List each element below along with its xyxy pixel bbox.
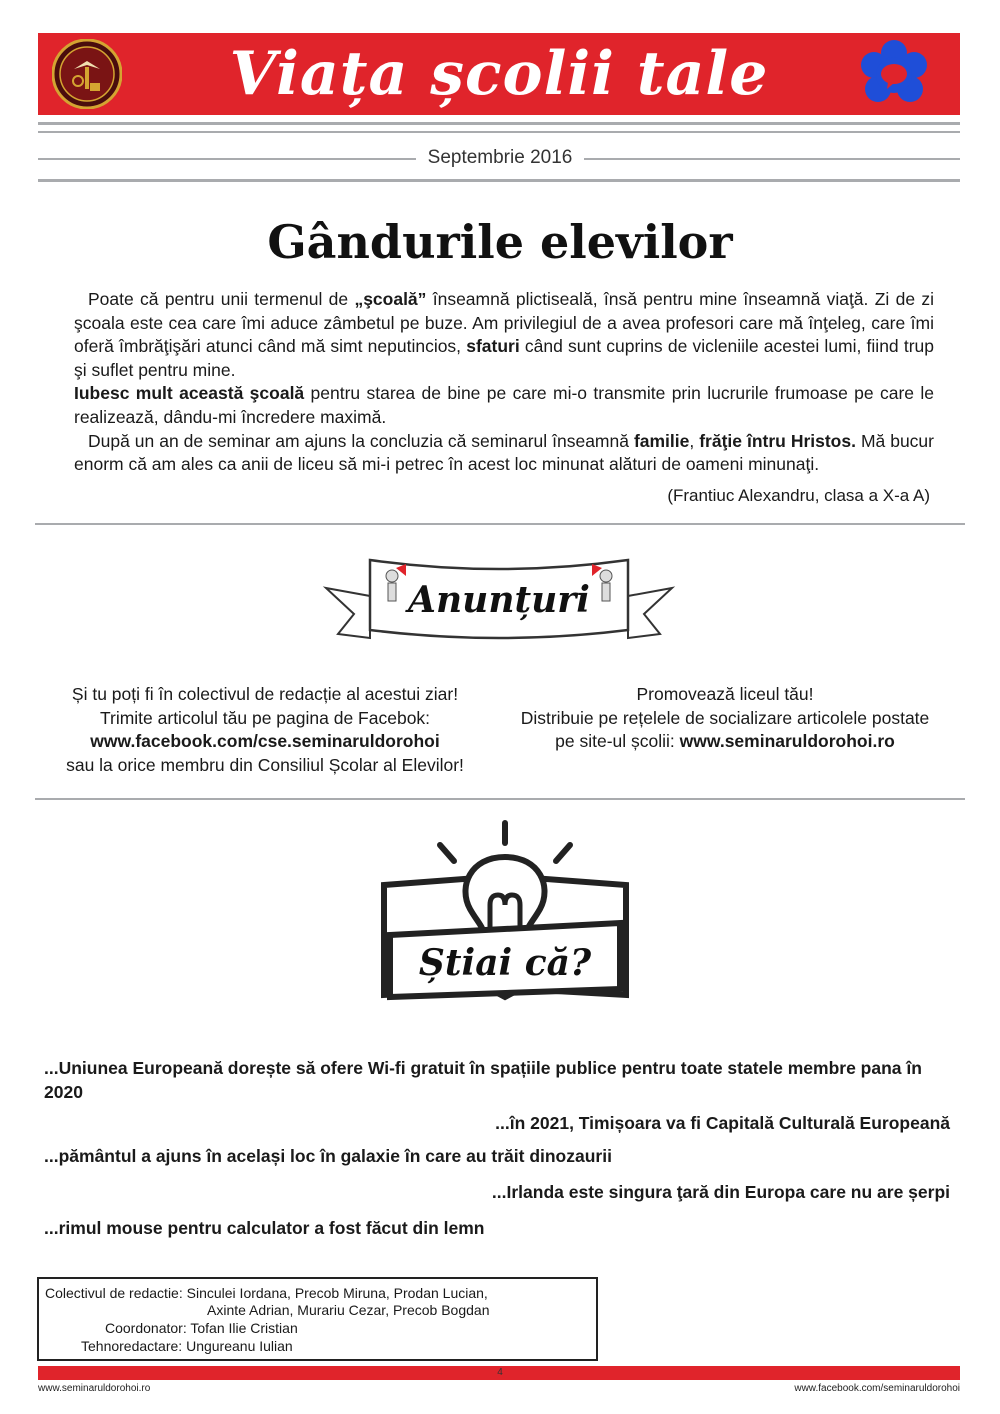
ad-line: Promovează liceul tău! — [636, 684, 814, 704]
fact-item: ...în 2021, Timișoara va fi Capitală Culturală Europeană — [495, 1113, 950, 1133]
masthead-banner — [38, 33, 960, 115]
text-bold: Iubesc mult această şcoală — [74, 383, 305, 404]
page-number: 4 — [497, 1367, 503, 1378]
fact-item: ...pământul a ajuns în același loc în galaxie în care au trăit dinozaurii — [44, 1146, 612, 1166]
editorial-credits — [37, 1277, 598, 1361]
ed-tech — [81, 1338, 293, 1356]
ad-line: sau la orice membru din Consiliul Școlar al Elevilor! — [66, 754, 464, 775]
did-you-know-graphic — [370, 815, 640, 1025]
fact-item: ...Uniunea Europeană dorește să ofere Wi-fi gratuit în spațiile publice pentru toate statele membre pana în 2020 — [44, 1058, 922, 1102]
issue-date — [0, 147, 1000, 169]
ed-team — [45, 1285, 488, 1303]
ad-line — [490, 730, 960, 754]
text: Poate că pentru unii termenul de — [88, 289, 355, 309]
value: Sinculei Iordana, Precob Miruna, Prodan Lucian, — [186, 1285, 488, 1301]
text-bold: „şcoală” — [354, 289, 427, 309]
header-rule — [38, 131, 960, 133]
cse-flower-logo — [858, 39, 930, 111]
article-paragraph — [74, 382, 934, 429]
text-bold: sfaturi — [466, 336, 520, 357]
masthead-title: Viața școlii tale — [229, 39, 769, 109]
ad-line: Trimite articolul tău pe pagina de Facebok: — [99, 707, 431, 728]
value: Tofan Ilie Cristian — [190, 1320, 298, 1336]
value: Ungureanu Iulian — [186, 1338, 293, 1354]
text-bold: familie — [633, 430, 690, 451]
footer-website[interactable]: www.seminaruldorohoi.ro — [38, 1383, 151, 1394]
text: , — [689, 430, 700, 451]
issue-date-text: Septembrie 2016 — [416, 147, 585, 168]
fact-item: ...Irlanda este singura ţară din Europa care nu are șerpi — [491, 1182, 950, 1202]
header-rule — [38, 179, 960, 182]
section-divider — [35, 798, 965, 800]
article-body — [74, 288, 934, 477]
article-paragraph — [74, 430, 934, 477]
text-bold: frăţie întru Hristos. — [699, 430, 856, 451]
footer-facebook[interactable]: www.facebook.com/seminaruldorohoi — [794, 1383, 960, 1394]
facebook-link[interactable]: www.facebook.com/cse.seminaruldorohoi — [90, 731, 440, 752]
text: Mă bucur enorm că am ales ca anii de liceu să mi-i petrec în acest loc minunat alături de oameni minunaţi. — [74, 430, 934, 475]
announcement-left — [30, 683, 500, 777]
announcements-ribbon — [318, 546, 680, 662]
ed-team-cont: Axinte Adrian, Murariu Cezar, Precob Bogdan — [207, 1302, 490, 1318]
label: Coordonator: — [105, 1320, 187, 1336]
ad-line: Distribuie pe rețelele de socializare articolele postate — [520, 707, 930, 728]
text: pe site-ul școlii: — [555, 731, 680, 752]
text: pentru starea de bine pe care mi-o transmite prin lucrurile frumoase pe care le realizează, dându-mi încredere maximă. — [74, 383, 935, 427]
article-title: Gândurile elevilor — [267, 215, 733, 269]
label: Colectivul de redactie: — [45, 1285, 183, 1301]
ed-coordinator — [105, 1320, 298, 1338]
text: înseamnă plictiseală, însă pentru mine înseamnă viaţă. Zi de zi şcoala este cea care îmi aduce zâmbetul pe buze. Am privilegiul de a avea profesori care mă înţeleg, care îmi oferă îmbrăţişări atunci când mă simt neputincios, — [74, 289, 934, 357]
fact-item: ...rimul mouse pentru calculator a fost făcut din lemn — [44, 1218, 485, 1238]
announcement-right — [490, 683, 960, 754]
text: când sunt cuprins de vicleniile acestei lumi, fiind trup şi suflet pentru mine. — [74, 336, 934, 380]
article-signature: (Frantiuc Alexandru, clasa a X-a A) — [667, 486, 930, 505]
did-you-know-heading: Știai că? — [418, 942, 592, 984]
announcements-heading: Anunțuri — [408, 579, 590, 621]
article-paragraph — [74, 288, 934, 382]
ad-line: Și tu poți fi în colectivul de redacție al acestui ziar! — [71, 684, 459, 704]
text: După un an de seminar am ajuns la concluzia că seminarul înseamnă — [88, 430, 634, 451]
header-rule — [38, 122, 960, 125]
label: Tehnoredactare: — [81, 1338, 183, 1354]
website-link[interactable]: www.seminaruldorohoi.ro — [679, 731, 895, 752]
section-divider — [35, 523, 965, 525]
